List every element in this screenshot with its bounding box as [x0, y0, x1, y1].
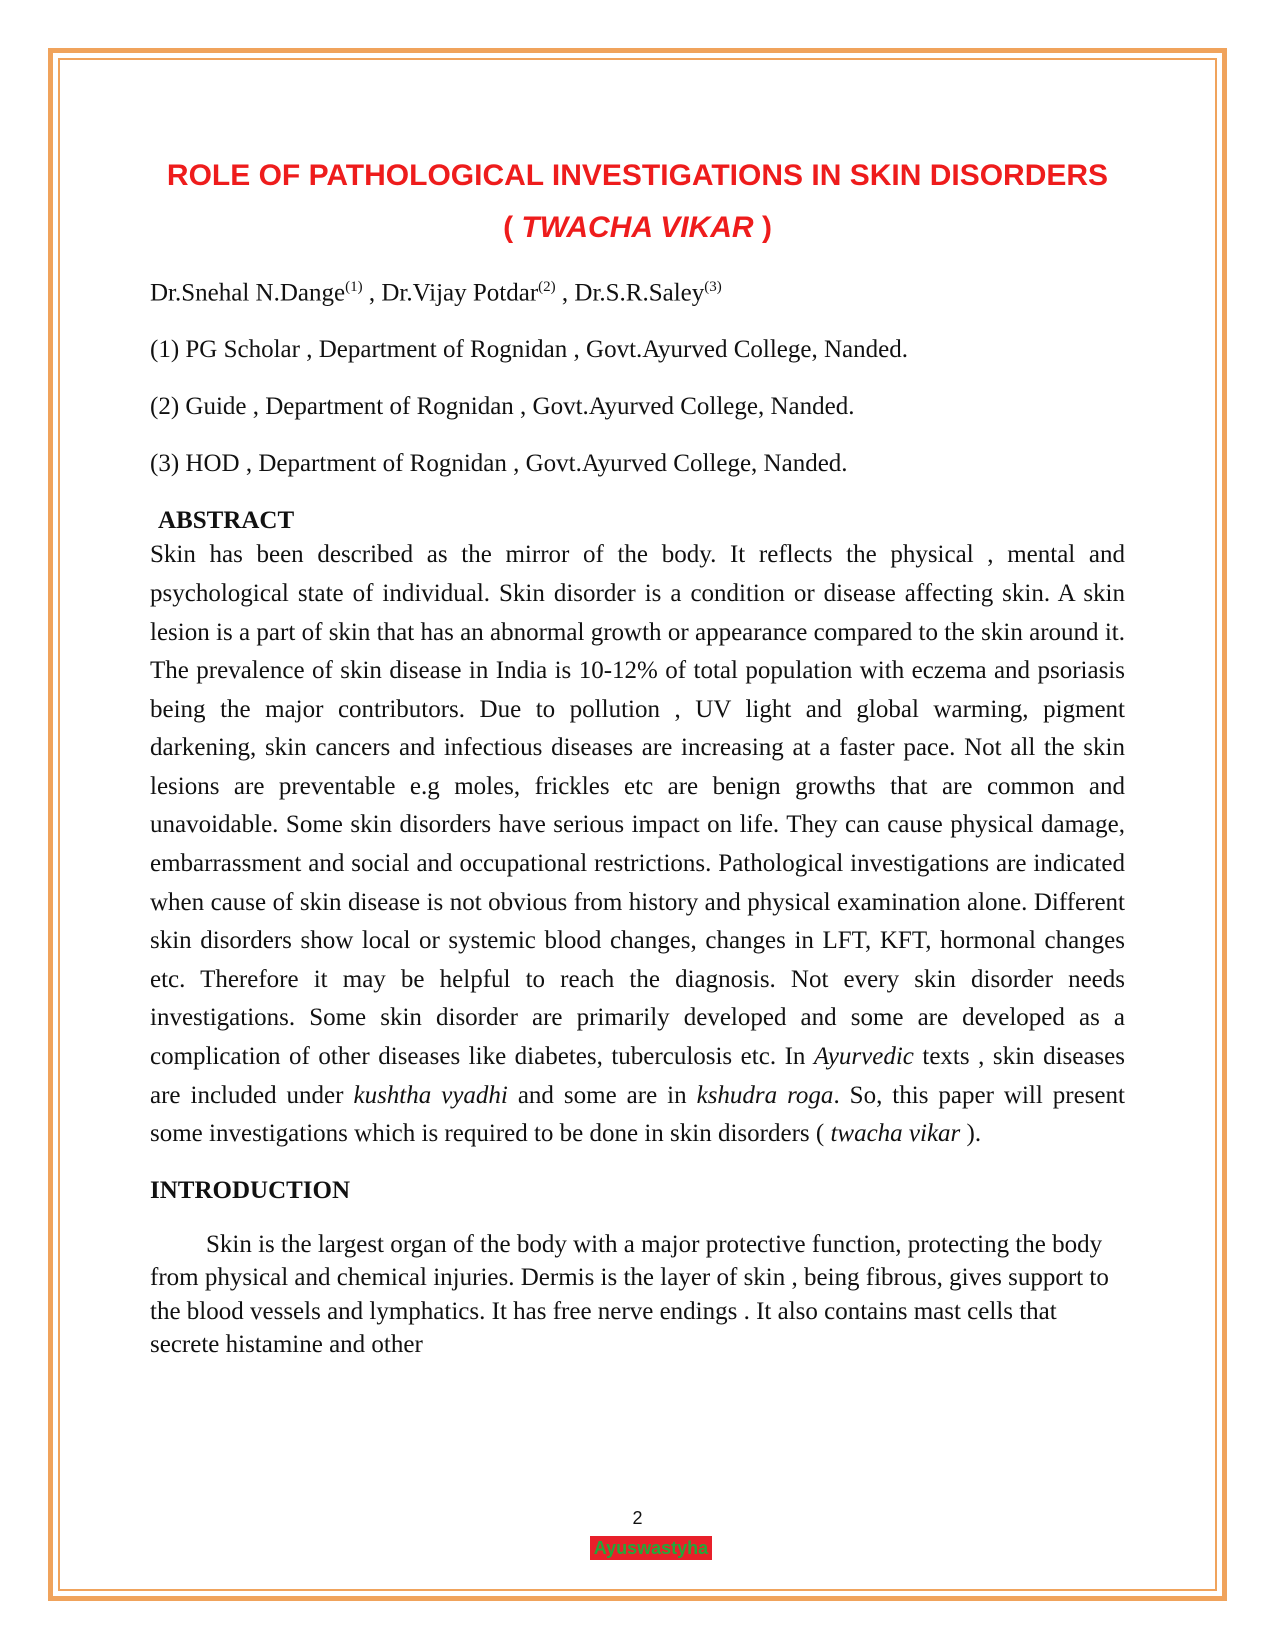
author-name: Dr.Snehal N.Dange	[150, 279, 346, 307]
paper-title	[150, 150, 1125, 254]
title-line2-open: (	[503, 211, 522, 244]
title-line2-close: )	[753, 211, 772, 244]
introduction-heading: INTRODUCTION	[150, 1176, 351, 1204]
abstract-segment: . So, this paper will present some investigations which is required to be done in skin disorders (	[150, 1081, 1125, 1148]
title-line1: ROLE OF PATHOLOGICAL INVESTIGATIONS IN SKIN DISORDERS	[166, 159, 1109, 192]
author-mark: (3)	[704, 279, 722, 295]
abstract-segment: Skin has been described as the mirror of the body. It reflects the physical , mental and psychological state of individual. Skin disorder is a condition or disease affecting skin. A skin lesion is a part of skin that has an abnormal growth or appearance compared to the skin around it. The prevalence of skin disease in India is 10-12% of total population with eczema and psoriasis being the major contributors. Due to pollution , UV light and global warming, pigment darkening, skin cancers and infectious diseases are increasing at a faster pace. Not all the skin lesions are preventable e.g moles, frickles etc are benign growths that are common and unavoidable. Some skin disorders have serious impact on life. They can cause physical damage, embarrassment and social and occupational restrictions. Pathological investigations are indicated when cause of skin disease is not obvious from history and physical examination alone. Different skin disorders show local or systemic blood changes, changes in LFT, KFT, hormonal changes etc. Therefore it may be helpful to reach the diagnosis. Not every skin disorder needs investigations. Some skin disorder are primarily developed and some are developed as a complication of other diseases like diabetes, tuberculosis etc. In	[150, 541, 1125, 1071]
title-line2-italic: TWACHA VIKAR	[521, 211, 754, 244]
author-mark: (1)	[345, 279, 363, 295]
title-line2	[150, 202, 1125, 254]
affiliation: (1) PG Scholar , Department of Rognidan , Govt.Ayurved College, Nanded.	[150, 336, 908, 364]
author-mark: (2)	[538, 279, 556, 295]
abstract-text	[150, 536, 1125, 1154]
abstract-segment: ).	[960, 1120, 982, 1148]
abstract-italic: kshudra roga	[696, 1081, 834, 1109]
abstract-heading: ABSTRACT	[158, 507, 295, 535]
abstract-italic: kushtha vyadhi	[353, 1081, 508, 1109]
abstract-segment: texts , skin diseases are included under	[150, 1043, 1125, 1109]
page-number: 2	[632, 1508, 643, 1528]
affiliation: (3) HOD , Department of Rognidan , Govt.Ayurved College, Nanded.	[150, 450, 848, 478]
journal-brand-badge: Ayuswastyha	[590, 1536, 712, 1560]
abstract-italic: twacha vikar	[830, 1120, 961, 1148]
introduction-text: Skin is the largest organ of the body with a major protective function, protecting the body from physical and chemical injuries. Dermis is the layer of skin , being fibrous, gives support to the blood vessels and lymphatics. It has free nerve endings . It also contains mast cells that secrete histamine and other	[150, 1230, 1109, 1359]
abstract-italic: Ayurvedic	[813, 1043, 914, 1071]
author-name: Dr.Vijay Potdar	[381, 279, 539, 307]
abstract-segment: and some are in	[507, 1081, 697, 1109]
author-list: Dr.Snehal N.Dange$^{(1)}$ , Dr.Vijay Potdar$^{(2)}$ , Dr.S.R.Saley$^{(3)}$	[150, 279, 722, 307]
author-name: Dr.S.R.Saley	[574, 279, 705, 307]
affiliation: (2) Guide , Department of Rognidan , Govt.Ayurved College, Nanded.	[150, 393, 855, 421]
page-content	[150, 150, 1125, 1387]
